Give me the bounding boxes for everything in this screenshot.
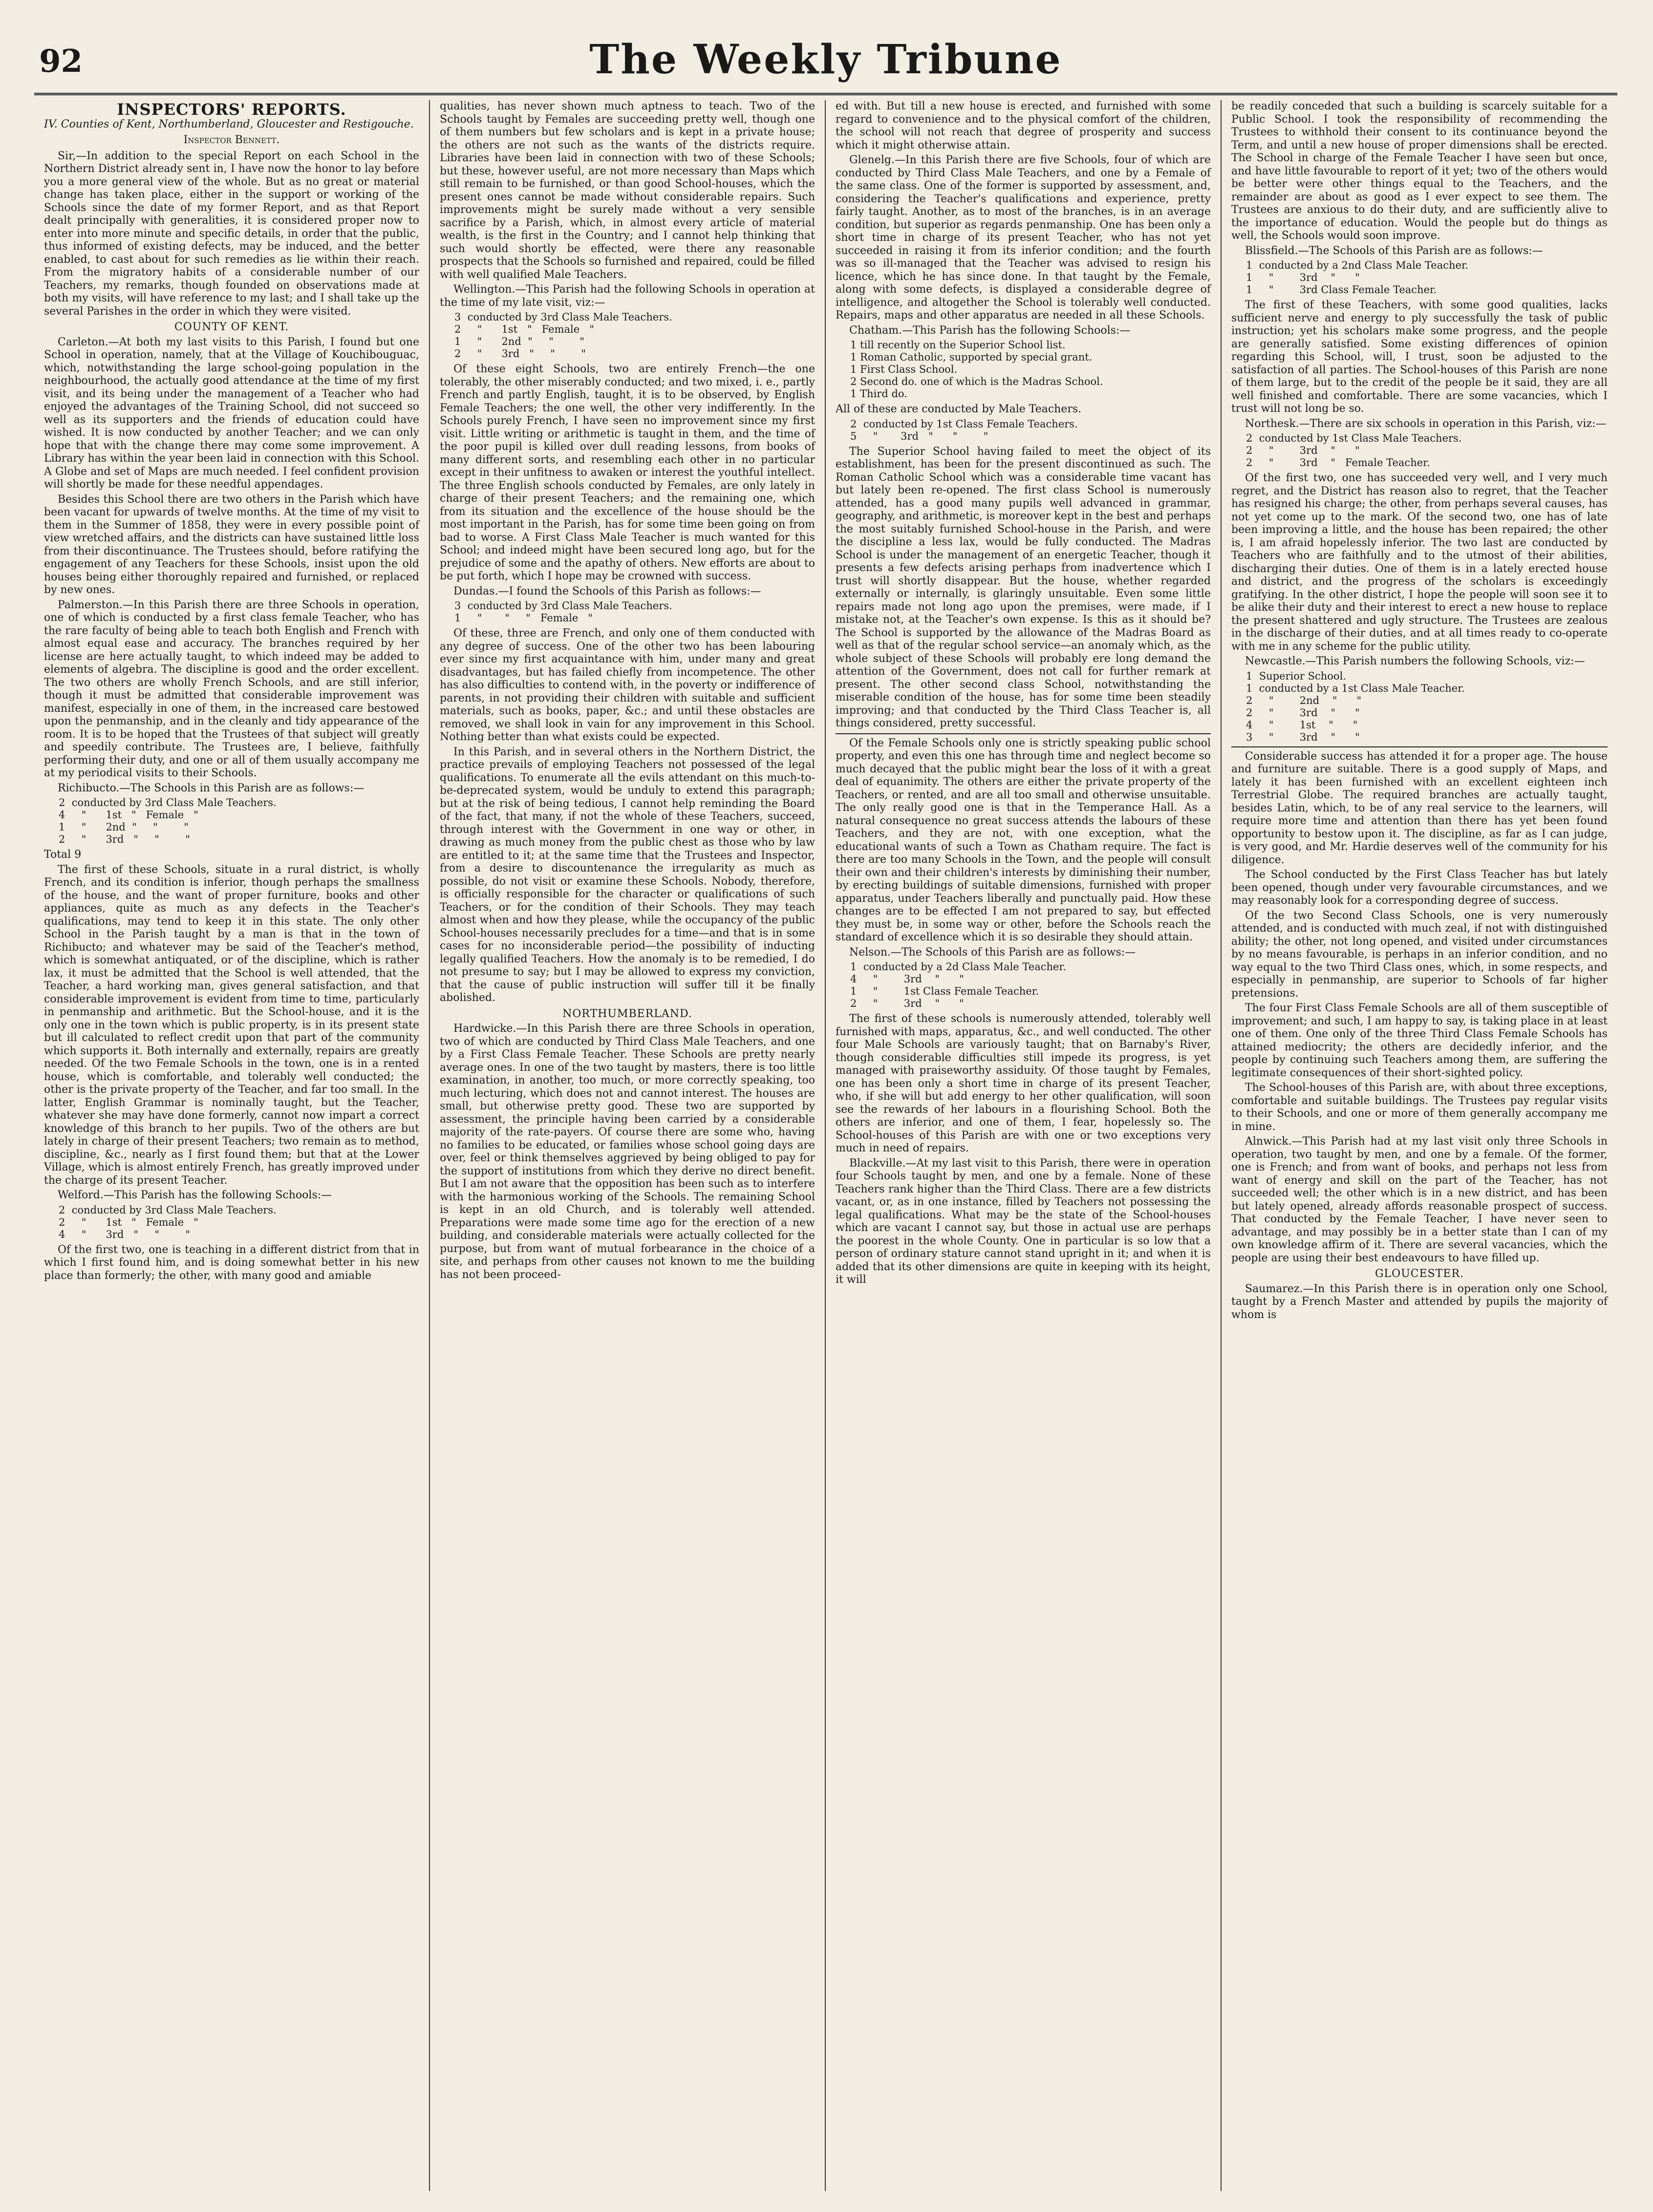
paragraph: Wellington.—This Parish had the following Schools in operation at the time of my late visit, viz:— — [440, 283, 815, 309]
table-row: 1 " " " Female " — [454, 612, 593, 624]
paragraph: The School-houses of this Parish are, with about three exceptions, comfortable and suitable buildings. The Trustees pay regular visits to their Schools, and one or more of them generally accompany me in mine. — [1231, 1082, 1608, 1133]
table-row: 5 " 3rd " " " — [850, 430, 988, 442]
table-row: 4 " 3rd " " " — [59, 1228, 191, 1240]
paragraph: qualities, has never shown much aptness to teach. Two of the Schools taught by Females are succeeding pretty well, though one of them numbers but few scholars and is kept in a private house; the others are not such as the wants of the districts require. Libraries have been laid in connection with two of these Schools; but these, however useful, are not more necessary than Maps which still remain to be furnished, or than good School-houses, which the present ones cannot be made without considerable repairs. Such improvements might be surely made without a very sensible sacrifice by a Parish, which, in almost every article of material wealth, is the first in the Country; and I cannot help thinking that such would shortly be effected, were there any reasonable prospects that the Schools so furnished and repaired, could be filled with well qualified Male Teachers. — [440, 100, 815, 281]
paragraph: Considerable success has attended it for a proper age. The house and furniture are suitable. There is a good supply of Maps, and lately it has been furnished with an excellent eighteen inch Terrestrial Globe. The required branches are actually taught, besides Latin, which, to be of any real service to the learners, will require more time and attention than there has yet been found opportunity to bestow upon it. The discipline, as far as I can judge, is very good, and Mr. Hardie deserves well of the community for his diligence. — [1231, 750, 1608, 866]
table-row: 2 conducted by 1st Class Male Teachers. — [1246, 432, 1462, 444]
table-row: 1 " 3rd Class Female Teacher. — [1246, 284, 1437, 296]
masthead — [34, 34, 1617, 95]
table-row: 1 " 2nd " " " — [59, 821, 189, 833]
table-row: 2 conducted by 3rd Class Male Teachers. — [59, 797, 277, 808]
table-row: 2 " 3rd " Female Teacher. — [1246, 457, 1430, 468]
school-table — [1246, 259, 1608, 296]
column-3 — [826, 100, 1222, 2191]
school-table — [850, 418, 1211, 443]
paragraph: Of the two Second Class Schools, one is very numerously attended, and is conducted with much zeal, if not with distinguished ability; the other, not long opened, and visited under circumstances by no means favourable, is perhaps in an inferior condition, and no way equal to the two Third Class ones, which, in some respects, and especially in penmanship, are superior to Schools of far higher pretensions. — [1231, 909, 1608, 1000]
paragraph: Palmerston.—In this Parish there are three Schools in operation, one of which is conducted by a first class female Teacher, who has the rare faculty of being able to teach both English and French with almost equal ease and accuracy. The branches required by her license are here actually taught, to which indeed may be added to elements of algebra. The discipline is good and the order excellent. The two others are wholly French Schools, and are still inferior, though it must be admitted that considerable improvement was manifest, especially in one of them, in the increased care bestowed upon the penmanship, and in the cleanly and tidy appearance of the room. It is to be hoped that the Trustees of that subject will greatly and speedily contribute. The Trustees are, I believe, faithfully performing their duty, and one or all of them usually accompany me at my periodical visits to their Schools. — [44, 598, 419, 779]
table-row: 1 Superior School. — [1246, 670, 1346, 682]
school-table — [454, 600, 815, 624]
paragraph: Nelson.—The Schools of this Parish are as follows:— — [849, 946, 1136, 958]
table-row: 1 conducted by a 1st Class Male Teacher. — [1246, 682, 1465, 694]
paragraph: The Superior School having failed to meet the object of its establishment, has been for the present discontinued as such. The Roman Catholic School which was a considerable time vacant has but lately been re-opened. The first class School is numerously attended, has a good many pupils well advanced in grammar, geography, and arithmetic, is moreover kept in the best and perhaps the most suitably furnished School-house in the Parish, and were the discipline a less lax, would be fully conducted. The Madras School is under the management of an energetic Teacher, though it presents a few defects arising perhaps from inadvertence which I trust will shortly disappear. But the house, whether regarded externally or internally, is glaringly unsuitable. Even some little repairs made not long ago upon the premises, were made, if I mistake not, at the Teacher's own expense. Is this as it should be? The School is supported by the allowance of the Madras Board as well as that of the regular school service—an anomaly which, as the whole subject of these Schools will probably ere long demand the attention of the Government, does not call for further remark at present. The other second class School, notwithstanding the miserable condition of the house, has for some time been steadily improving; and that conducted by the Third Class Teacher is, all things considered, pretty successful. — [836, 445, 1211, 729]
table-row: 2 " 3rd " " " — [59, 833, 191, 845]
paragraph: The first of these Schools, situate in a rural district, is wholly French, and its condition is inferior, though perhaps the smallness of the house, and the want of proper furniture, books and other appliances, quite as much as any defects in the Teacher's qualifications, may tend to keep it in this state. The only other School in the Parish taught by a man is that in the town of Richibucto; and whatever may be said of the Teacher's method, which is somewhat antiquated, or of the discipline, which is rather lax, it must be admitted that the School is well attended, that the Teacher, a hard working man, gives general satisfaction, and that considerable improvement is evident from time to time, particularly in penmanship and arithmetic. But the School-house, and it is the only one in the town which is public property, is in its present state but ill calculated to reflect credit upon that part of the community which supports it. Both internally and externally, repairs are greatly needed. Of the two Female Schools in the town, one is in a rented house, which is comfortable, and tolerably well conducted; the other is the private property of the Teacher, and far too small. In the latter, English Grammar is nominally taught, but the Teacher, whatever she may have done formerly, cannot now impart a correct knowledge of this branch to her pupils. Two of the others are but lately in charge of their present Teachers; two remain as to method, discipline, &c., nearly as I first found them; but that at the Lower Village, which is almost entirely French, has greatly improved under the charge of its present Teacher. — [44, 863, 419, 1187]
paragraph: Blackville.—At my last visit to this Parish, there were in operation four Schools taught by men, and one by a female. None of these Teachers rank higher than the Third Class. There are a few districts vacant, or, as in one instance, filled by Teachers not possessing the legal qualifications. What may be the state of the School-houses which are vacant I cannot say, but those in actual use are perhaps the poorest in the whole County. One in particular is so low that a person of ordinary stature cannot stand upright in it; and when it is added that its other dimensions are quite in keeping with its height, it will — [836, 1157, 1211, 1286]
table-row: 2 " 3rd " " — [1246, 706, 1360, 719]
paragraph: The first of these Teachers, with some good qualities, lacks sufficient nerve and energy to ply successfully the task of public instruction; yet his scholars make some progress, and the people are generally satisfied. Some existing differences of opinion regarding this School, will, I trust, soon be adjusted to the satisfaction of all parties. The School-houses of this Parish are none of them large, but to the credit of the people be it said, they are all well finished and comfortable. There are some vacancies, which I trust will not long be so. — [1231, 299, 1608, 415]
paragraph: All of these are conducted by Male Teachers. — [836, 403, 1082, 415]
school-table — [454, 311, 815, 360]
table-row: 2 " 1st " Female " — [454, 323, 594, 335]
subhead: IV. Counties of Kent, Northumberland, Gloucester and Restigouche. — [44, 118, 414, 130]
table-row: 2 " 3rd " " " — [454, 348, 586, 360]
table-row: 2 conducted by 3rd Class Male Teachers. — [59, 1204, 277, 1216]
school-table — [1246, 432, 1608, 469]
paragraph: Blissfield.—The Schools of this Parish are as follows:— — [1245, 244, 1543, 257]
list-item: 1 till recently on the Superior School list. — [850, 339, 1066, 351]
newspaper-title: The Weekly Tribune — [589, 36, 1062, 83]
list-item: 1 First Class School. — [850, 363, 958, 375]
table-row: 2 " 3rd " " — [1246, 445, 1360, 456]
table-row: 4 " 1st " Female " — [59, 809, 198, 821]
table-row: 3 conducted by 3rd Class Male Teachers. — [454, 600, 672, 612]
column-divider — [836, 733, 1211, 734]
table-row: 1 conducted by a 2nd Class Male Teacher. — [1246, 259, 1469, 271]
paragraph: Of these, three are French, and only one of them conducted with any degree of success. One of the other two has been labouring ever since my first acquaintance with him, under many and great disadvantages, but has failed chiefly from incompetence. The other has also difficulties to contend with, in the poverty or indifference of parents, in not providing their children with suitable and sufficient materials, such as books, paper, &c.; and until these obstacles are removed, we shall look in vain for any improvement in this School. Nothing better than what exists could be expected. — [440, 627, 815, 743]
paragraph: Sir,—In addition to the special Report on each School in the Northern District already sent in, I have now the honor to lay before you a more general view of the whole. But as no great or material change has taken place, either in the support or working of the Schools since the date of my former Report, and as that Report dealt principally with generalities, it is considered proper now to enter into more minute and specific details, in order that the public, thus informed of existing defects, may be induced, and the better enabled, to cast about for such remedies as lie within their reach. From the migratory habits of a considerable number of our Teachers, my remarks, though founded on observations made at both my visits, will have reference to my last; and I shall take up the several Parishes in the order in which they were visited. — [44, 149, 419, 318]
table-row: 4 " 3rd " " — [850, 973, 964, 985]
column-2 — [430, 100, 826, 2191]
section-heading: GLOUCESTER. — [1374, 1268, 1464, 1280]
paragraph: The first of these schools is numerously attended, tolerably well furnished with maps, apparatus, &c., and well conducted. The other four Male Schools are variously taught; that on Barnaby's River, though considerable difficulties still impede its progress, is yet managed with praiseworthy assiduity. Of those taught by Females, one has been only a short time in charge of its present Teacher, who, if she will but add energy to her other qualification, will soon see the rewards of her labours in a flourishing School. Both the others are inferior, and one of them, I fear, hopelessly so. The School-houses of this Parish are with one or two exceptions very much in need of repairs. — [836, 1013, 1211, 1154]
school-list — [850, 339, 1211, 400]
paragraph: Newcastle.—This Parish numbers the following Schools, viz:— — [1245, 655, 1585, 667]
column-4 — [1222, 100, 1617, 2191]
school-table — [59, 1204, 419, 1241]
school-table — [59, 797, 419, 846]
paragraph: Richibucto.—The Schools in this Parish are as follows:— — [58, 782, 365, 794]
section-heading: NORTHUMBERLAND. — [562, 1007, 692, 1020]
total-line: Total 9 — [44, 849, 82, 861]
paragraph: Of these eight Schools, two are entirely French—the one tolerably, the other miserably conducted; and two mixed, i. e., partly French and partly English, taught, it is to be observed, by English Female Teachers; the one well, the other very indifferently. In the Schools purely French, I have seen no improvement since my first visit. Little writing or arithmetic is taught in them, and the time of the poor pupil is killed over dull reading lessons, from books of many different sorts, and resembling each other in no particular except in their unfitness to awaken or interest the youthful intellect. The three English schools conducted by Females, are only lately in charge of their present Teachers; and the remaining one, which from its situation and the excellence of the house should be the most important in the Parish, has for some time been going on from bad to worse. A First Class Male Teacher is much wanted for this School; and indeed might have been secured long ago, but for the prejudice of some and the apathy of others. New efforts are about to be put forth, which I hope may be crowned with success. — [440, 363, 815, 582]
school-table — [850, 961, 1211, 1010]
table-row: 1 " 1st Class Female Teacher. — [850, 985, 1039, 997]
paragraph: Hardwicke.—In this Parish there are three Schools in operation, two of which are conducted by Third Class Male Teachers, and one by a First Class Female Teacher. These Schools are pretty nearly average ones. In one of the two taught by masters, there is too little examination, in another, too much, or more correctly speaking, too much lecturing, which does not and cannot interest. The houses are small, but otherwise pretty good. These two are supported by assessment, the principle having been carried by a considerable majority of the rate-payers. Of course there are some who, having no families to be educated, or families whose school going days are over, feel or think themselves aggrieved by being obliged to pay for the support of institutions from which they derive no direct benefit. But I am not aware that the opposition has been such as to interfere with the harmonious working of the Schools. The remaining School is kept in an old Church, and is tolerably well attended. Preparations were made some time ago for the erection of a new building, and considerable materials were actually collected for the purpose, but from want of mutual forbearance in the choice of a site, and perhaps from other causes not known to me the building has not been proceed- — [440, 1022, 815, 1281]
table-row: 3 " 3rd " " — [1246, 731, 1360, 743]
paragraph: Glenelg.—In this Parish there are five Schools, four of which are conducted by Third Class Male Teachers, and one by a Female of the same class. One of the former is supported by assessment, and, considering the Teacher's qualifications and experience, pretty fairly taught. Another, as to most of the branches, is in an average condition, but superior as regards penmanship. One has been only a short time in charge of its present Teacher, who has not yet succeeded in raising it from its inferior condition; and the fourth was so ill-managed that the Teacher was advised to resign his licence, which he has since done. In that taught by the Female, along with some defects, is displayed a considerable degree of intelligence, and altogether the School is tolerably well conducted. Repairs, maps and other apparatus are needed in all these Schools. — [836, 154, 1211, 321]
paragraph: be readily conceded that such a building is scarcely suitable for a Public School. I took the responsibility of recommending the Trustees to withhold their consent to its continuance beyond the Term, and until a new house of proper dimensions shall be erected. The School in charge of the Female Teacher I have seen but once, and have little favourable to report of it yet; two of the others would be better were other things equal to the Teachers, and the remainder are about as good as I ever expect to see them. The Trustees are anxious to do their duty, and are sufficiently alive to the importance of education. Would the people but do things as well, the Schools would soon improve. — [1231, 100, 1608, 242]
table-row: 2 " 3rd " " — [850, 998, 964, 1009]
list-item: 1 Roman Catholic, supported by special grant. — [850, 351, 1093, 363]
paragraph: The School conducted by the First Class Teacher has but lately been opened, though under very favourable circumstances, and we may reasonably look for a corresponding degree of success. — [1231, 869, 1608, 907]
table-row: 1 " 3rd " " — [1246, 272, 1360, 283]
table-row: 2 " 2nd " " — [1246, 694, 1362, 706]
paragraph: Of the first two, one is teaching in a different district from that in which I first found him, and is doing somewhat better in his new place than formerly; the other, with many good and amiable — [44, 1243, 419, 1282]
table-row: 3 conducted by 3rd Class Male Teachers. — [454, 311, 672, 323]
article-columns — [34, 100, 1617, 2191]
table-row: 2 " 1st " Female " — [59, 1216, 198, 1228]
list-item: 1 Third do. — [850, 388, 907, 400]
paragraph: Welford.—This Parish has the following Schools:— — [58, 1189, 332, 1201]
column-1 — [34, 100, 430, 2191]
page-number: 92 — [39, 43, 83, 80]
paragraph: Northesk.—There are six schools in operation in this Parish, viz:— — [1245, 417, 1607, 430]
paragraph: Alnwick.—This Parish had at my last visit only three Schools in operation, two taught by men, and one by a female. Of the former, one is French; and from want of books, and perhaps not less from want of energy and skill on the part of the Teacher, has not succeeded well; the other which is in a new district, and has been but lately opened, already affords reasonable prospect of success. That conducted by the Female Teacher, I have never seen to advantage, and may possibly be in a better state than I can of my own knowledge affirm of it. There are several vacancies, which the people are using their best endeavours to have filled up. — [1231, 1135, 1608, 1264]
table-row: 4 " 1st " " — [1246, 719, 1358, 731]
paragraph: ed with. But till a new house is erected, and furnished with some regard to convenience and to the physical comfort of the children, the school will not reach that degree of prosperity and success which it might otherwise attain. — [836, 100, 1211, 151]
paragraph: The four First Class Female Schools are all of them susceptible of improvement; and such, I am happy to say, is taking place in at least one of them. One only of the three Third Class Female Schools has attained mediocrity; the others are decidedly inferior, and the people by continuing such Teachers among them, are suffering the legitimate consequences of their short-sighted policy. — [1231, 1002, 1608, 1079]
inspector-name: Inspector Bennett. — [183, 134, 280, 146]
table-row: 1 " 2nd " " " — [454, 336, 584, 347]
paragraph: Carleton.—At both my last visits to this Parish, I found but one School in operation, namely, that at the Village of Kouchibouguac, which, notwithstanding the large school-going population in the neighbourhood, the actually good attendance at the time of my first visit, and its being under the management of a Teacher who had enjoyed the advantages of the Training School, did not succeed so well as its supporters and the friends of education could have wished. It is now conducted by another Teacher; and we can only hope that with the change there may come some improvement. A Library has within the year been laid in connection with this School. A Globe and set of Maps are much needed. I feel confident provision will shortly be made for these needful appendages. — [44, 336, 419, 490]
paragraph: Dundas.—I found the Schools of this Parish as follows:— — [453, 585, 761, 597]
school-table — [1246, 670, 1608, 744]
paragraph: Saumarez.—In this Parish there is in operation only one School, taught by a French Master and attended by pupils the majority of whom is — [1231, 1282, 1608, 1321]
column-divider — [1231, 746, 1608, 747]
paragraph: Of the Female Schools only one is strictly speaking public school property, and even this one has through time and neglect become so much decayed that the public might bear the loss of it with a great deal of equanimity. The others are either the private property of the Teachers, or rented, and are all too small and otherwise unsuitable. The only really good one is that in the Temperance Hall. As a natural consequence no great success attends the labours of these Teachers, and they are not, with one exception, what the educational wants of such a Town as Chatham require. The fact is there are too many Schools in the Town, and the people will consult their own and their children's interests by diminishing their number, by erecting buildings of suitable dimensions, furnished with proper apparatus, under Teachers liberally and punctually paid. How these changes are to be effected I am not prepared to say, but effected they must be, in some way or other, before the Schools reach the standard of excellence which it is so desirable they should attain. — [836, 737, 1211, 943]
headline: INSPECTORS' REPORTS. — [117, 100, 346, 119]
paragraph: In this Parish, and in several others in the Northern District, the practice prevails of employing Teachers not possessed of the legal qualifications. To enumerate all the evils attendant on this much-to-be-deprecated system, would be unduly to extend this paragraph; but at the risk of being tedious, I cannot help reminding the Board of the fact, that many, if not the whole of these Teachers, succeed, through interest with the Government in one way or other, in drawing as much money from the public chest as those who by law are entitled to it; at the same time that the Trustees and Inspector, from a desire to discountenance the irregularity as much as possible, do not visit or examine these Schools. Nobody, therefore, is officially responsible for the character or qualifications of such Teachers, or for the condition of their Schools. They may teach almost when and how they please, while the occupancy of the public School-houses necessarily precludes for a time—and that is in some cases for no inconsiderable period—the possibility of inducting legally qualified Teachers. How the anomaly is to be remedied, I do not presume to say; but I may be allowed to express my conviction, that the cause of public instruction will suffer till it be finally abolished. — [440, 745, 815, 1004]
paragraph: Besides this School there are two others in the Parish which have been vacant for upwards of twelve months. At the time of my visit to them in the Summer of 1858, they were in every possible point of view wretched affairs, and the districts can have sustained little loss from their discontinuance. The Trustees should, before ratifying the engagement of any Teachers for these Schools, insist upon the old houses being either thoroughly repaired and furnished, or replaced by new ones. — [44, 493, 419, 596]
table-row: 1 conducted by a 2d Class Male Teacher. — [850, 961, 1066, 973]
list-item: 2 Second do. one of which is the Madras School. — [850, 376, 1103, 387]
paragraph: Chatham.—This Parish has the following Schools:— — [849, 324, 1131, 337]
table-row: 2 conducted by 1st Class Female Teachers. — [850, 418, 1078, 430]
section-heading: COUNTY OF KENT. — [174, 321, 289, 333]
paragraph: Of the first two, one has succeeded very well, and I very much regret, and the District has reason also to regret, that the Teacher has resigned his charge; the other, from perhaps several causes, has not yet come up to the mark. Of the second two, one has of late been improving a little, and the house has been repaired; the other is, I am afraid hopelessly inferior. The two last are conducted by Teachers who are faithfully and to the utmost of their abilities, discharging their duties. One of them is in a lately erected house and district, and the progress of the scholars is exceedingly gratifying. In the other district, I hope the people will soon see it to be alike their duty and their interest to erect a new house to replace the present shattered and ugly structure. The Trustees are zealous in the discharge of their duties, and at all times ready to co-operate with me in any scheme for the public utility. — [1231, 472, 1608, 653]
